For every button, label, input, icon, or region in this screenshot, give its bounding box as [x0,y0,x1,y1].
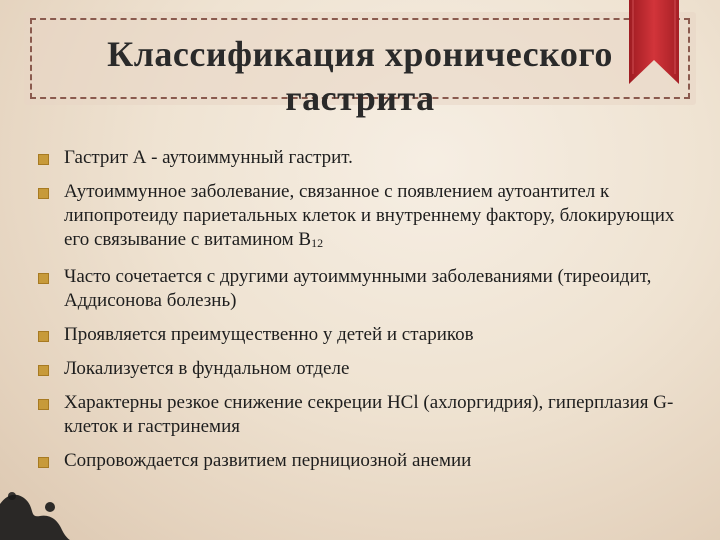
ink-blot-decoration [0,460,90,540]
list-item [38,265,678,313]
list-item [38,323,678,347]
list-item-text: Локализуется в фундальном отделе [64,358,350,379]
square-bullet-icon [38,365,49,376]
square-bullet-icon [38,188,49,199]
slide-title: Классификация хронического гастрита [107,34,613,118]
list-item-text: Гастрит А - аутоиммунный гастрит. [64,147,353,168]
square-bullet-icon [38,273,49,284]
bookmark-ribbon-icon [629,0,679,84]
bullet-list [38,146,678,483]
square-bullet-icon [38,331,49,342]
list-item-text-main: Аутоиммунное заболевание, связанное с появлением аутоантител к липопротеиду париетальных клеток и внутреннему фактору, блокирующих его связывание с витамином B [64,181,675,250]
list-item [38,146,678,170]
list-item [38,180,678,255]
subscript: 12 [311,236,324,250]
list-item [38,357,678,381]
square-bullet-icon [38,154,49,165]
list-item-text: Часто сочетается с другими аутоиммунными заболеваниями (тиреоидит, Аддисонова болезнь) [64,266,652,311]
list-item-text: Сопровождается развитием пернициозной анемии [64,450,472,471]
square-bullet-icon [38,399,49,410]
list-item [38,449,678,473]
list-item-text [64,181,674,250]
list-item-text: Проявляется преимущественно у детей и стариков [64,324,474,345]
title-box [24,12,696,118]
list-item [38,391,678,439]
list-item-text: Характерны резкое снижение секреции HCl (ахлоргидрия), гиперплазия G-клеток и гастринемия [64,392,674,437]
